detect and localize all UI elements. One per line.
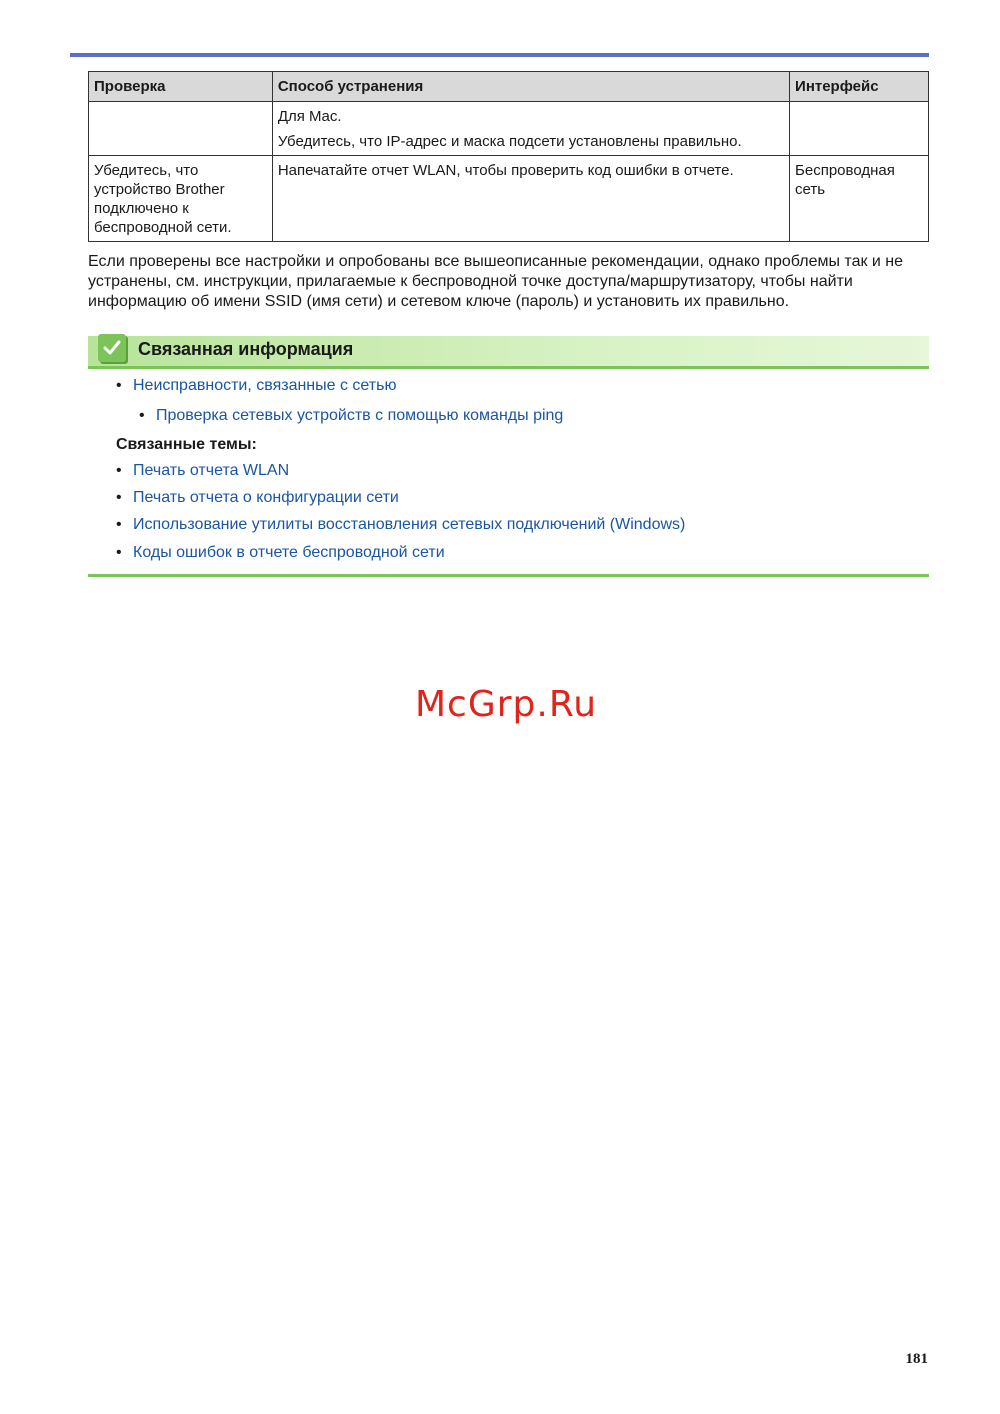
bullet: • xyxy=(116,377,122,394)
link-network-config-report[interactable]: Печать отчета о конфигурации сети xyxy=(133,489,399,506)
cell-solution xyxy=(272,156,789,242)
cell-check: Убедитесь, что устройство Brother подключено к беспроводной сети. xyxy=(89,156,273,242)
watermark: McGrp.Ru xyxy=(414,684,598,725)
bullet: • xyxy=(116,516,122,533)
link-wlan-report[interactable]: Печать отчета WLAN xyxy=(133,462,290,479)
solution-line: Для Mac. xyxy=(277,108,342,125)
body-paragraph: Если проверены все настройки и опробованы все вышеописанные рекомендации, однако проблемы так и не устранены, см. инструкции, прилагаемые к беспроводной точке доступа/маршрутизатору, чтобы найти информацию об имени SSID (имя сети) и сетевом ключе (пароль) и установить их правильно. xyxy=(88,253,904,310)
bottom-rule xyxy=(88,574,929,577)
bullet: • xyxy=(139,407,145,424)
page-number: 181 xyxy=(905,1351,928,1367)
link-ping-check[interactable]: Проверка сетевых устройств с помощью команды ping xyxy=(156,407,564,424)
link-network-problems[interactable]: Неисправности, связанные с сетью xyxy=(133,377,397,394)
cell-interface xyxy=(790,102,929,156)
list-item xyxy=(116,544,445,562)
cell-check xyxy=(89,102,273,156)
header-check: Проверка xyxy=(89,72,273,102)
table-row xyxy=(89,156,929,242)
header-interface: Интерфейс xyxy=(790,72,929,102)
solution-line: Убедитесь, что IP-адрес и маска подсети установлены правильно. xyxy=(277,133,742,150)
header-solution: Способ устранения xyxy=(272,72,789,102)
related-info-banner xyxy=(88,336,929,369)
related-topics-heading: Связанные темы: xyxy=(116,436,257,453)
checkmark-box-icon xyxy=(98,334,126,362)
table-header-row xyxy=(89,72,929,102)
table-row xyxy=(89,102,929,156)
related-info-title: Связанная информация xyxy=(138,339,354,359)
bullet: • xyxy=(116,462,122,479)
bullet: • xyxy=(116,489,122,506)
troubleshooting-table xyxy=(88,71,929,242)
link-network-repair-tool[interactable]: Использование утилиты восстановления сетевых подключений (Windows) xyxy=(133,516,686,533)
cell-solution xyxy=(272,102,789,156)
solution-line: Напечатайте отчет WLAN, чтобы проверить код ошибки в отчете. xyxy=(277,162,734,179)
list-item xyxy=(116,462,289,480)
list-item xyxy=(116,489,399,507)
top-rule xyxy=(70,53,929,57)
list-item xyxy=(139,407,563,425)
bullet: • xyxy=(116,544,122,561)
list-item xyxy=(116,377,396,395)
cell-interface: Беспроводная сеть xyxy=(790,156,929,242)
list-item xyxy=(116,516,685,534)
link-wireless-error-codes[interactable]: Коды ошибок в отчете беспроводной сети xyxy=(133,544,445,561)
